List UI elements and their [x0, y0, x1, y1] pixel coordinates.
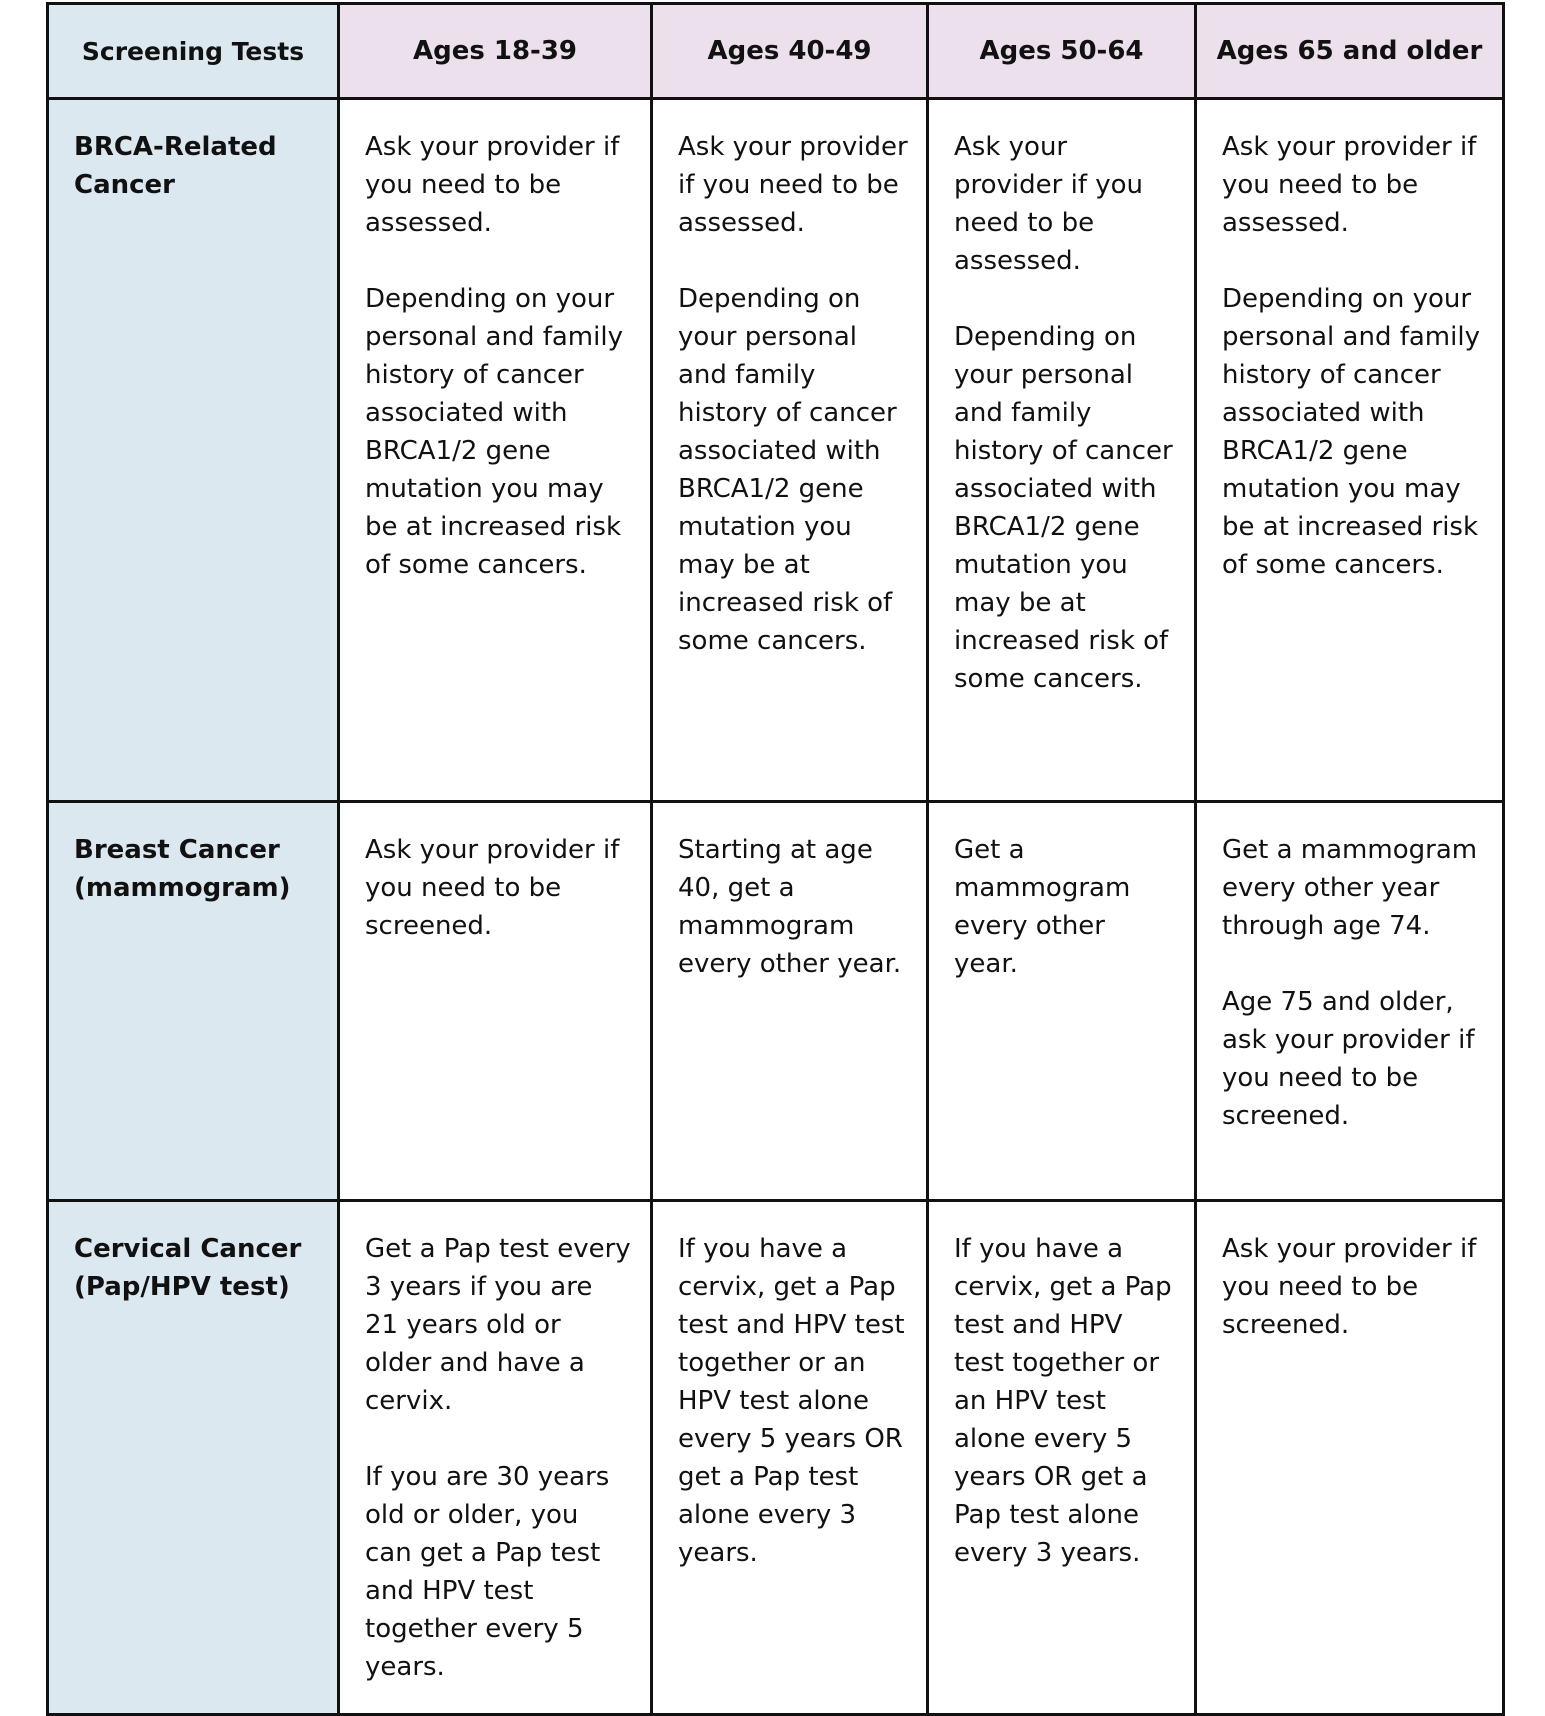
cell-brca-65-older [1196, 99, 1504, 802]
cell-text: Ask your provider if you need to be assessed. [1222, 132, 1477, 238]
header-screening-tests: Screening Tests [48, 4, 339, 99]
cell-text: If you have a cervix, get a Pap test and HPV test together or an HPV test alone every 5 years OR get a Pap test alone every 3 years. [678, 1234, 905, 1568]
cell-text: Get a mammogram every other year through age 74. [1222, 835, 1478, 941]
cell-brca-40-49 [652, 99, 928, 802]
cell-text: Depending on your personal and family history of cancer associated with BRCA1/2 gene mutation you may be at increased risk of some cancers. [1222, 284, 1480, 580]
cell-text: Ask your provider if you need to be assessed. [678, 132, 908, 238]
cell-breast-50-64 [928, 802, 1196, 1201]
cell-brca-18-39 [339, 99, 652, 802]
header-ages-40-49: Ages 40-49 [652, 4, 928, 99]
cell-text: Depending on your personal and family history of cancer associated with BRCA1/2 gene mutation you may be at increased risk of some cancers. [678, 284, 897, 656]
cell-breast-65-older [1196, 802, 1504, 1201]
screening-table-container [46, 2, 1505, 1716]
table-row-brca [48, 99, 1504, 802]
cell-text: If you are 30 years old or older, you can get a Pap test and HPV test together every 5 years. [365, 1462, 610, 1682]
cell-text: Depending on your personal and family history of cancer associated with BRCA1/2 gene mutation you may be at increased risk of some cancers. [365, 284, 623, 580]
header-ages-65-older: Ages 65 and older [1196, 4, 1504, 99]
table-row-breast [48, 802, 1504, 1201]
cell-breast-40-49 [652, 802, 928, 1201]
cell-text: Age 75 and older, ask your provider if you need to be screened. [1222, 987, 1475, 1131]
cell-cervical-40-49 [652, 1201, 928, 1715]
cell-brca-50-64 [928, 99, 1196, 802]
cell-text: Ask your provider if you need to be screened. [365, 835, 620, 941]
cell-text: Get a mammogram every other year. [954, 835, 1131, 979]
cell-cervical-18-39 [339, 1201, 652, 1715]
table-row-cervical [48, 1201, 1504, 1715]
cell-text: Ask your provider if you need to be screened. [1222, 1234, 1477, 1340]
header-ages-50-64: Ages 50-64 [928, 4, 1196, 99]
screening-table [46, 2, 1505, 1716]
cell-breast-18-39 [339, 802, 652, 1201]
cell-text: If you have a cervix, get a Pap test and HPV test together or an HPV test alone every 5 years OR get a Pap test alone every 3 years. [954, 1234, 1172, 1568]
cell-text: Ask your provider if you need to be assessed. [365, 132, 620, 238]
table-header-row [48, 4, 1504, 99]
cell-cervical-65-older [1196, 1201, 1504, 1715]
header-ages-18-39: Ages 18-39 [339, 4, 652, 99]
row-label-brca: BRCA-Related Cancer [48, 99, 339, 802]
cell-cervical-50-64 [928, 1201, 1196, 1715]
cell-text: Depending on your personal and family history of cancer associated with BRCA1/2 gene mutation you may be at increased risk of some cancers. [954, 322, 1173, 694]
cell-text: Starting at age 40, get a mammogram every other year. [678, 835, 902, 979]
row-label-breast: Breast Cancer (mammogram) [48, 802, 339, 1201]
cell-text: Ask your provider if you need to be assessed. [954, 132, 1144, 276]
row-label-cervical: Cervical Cancer (Pap/HPV test) [48, 1201, 339, 1715]
cell-text: Get a Pap test every 3 years if you are 21 years old or older and have a cervix. [365, 1234, 631, 1416]
